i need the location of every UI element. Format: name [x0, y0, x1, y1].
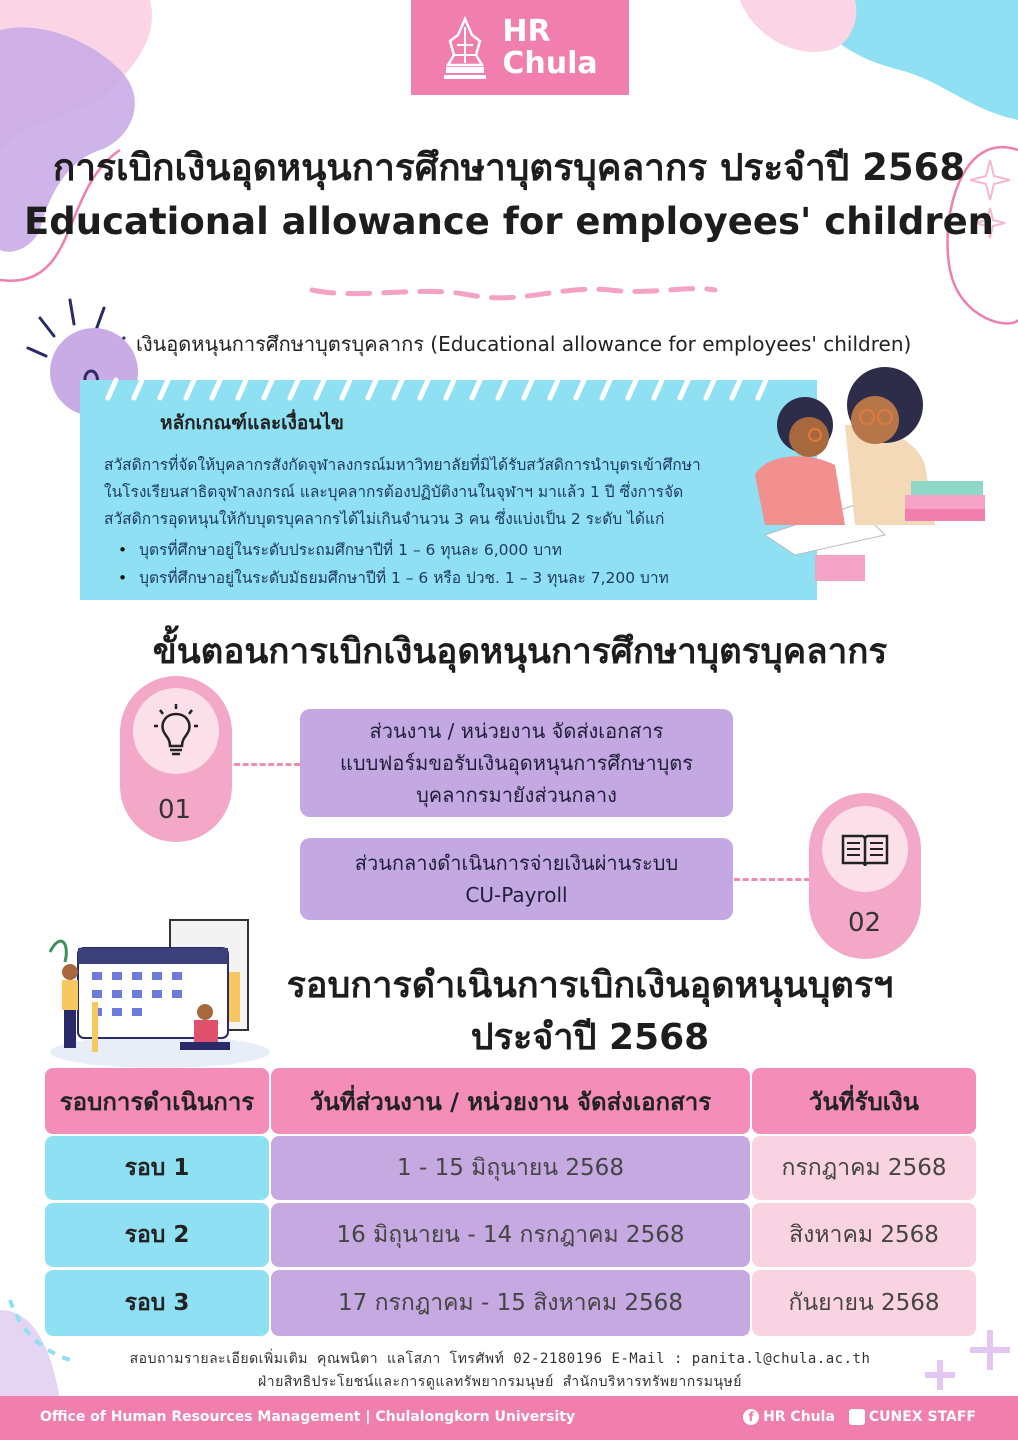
footer-cunex-label: CUNEX STAFF	[868, 1409, 976, 1425]
cunex-app-icon	[849, 1409, 865, 1425]
table-cell-round: รอบ 1	[45, 1136, 269, 1200]
book-icon	[840, 832, 890, 870]
calendar-planning-illustration	[40, 912, 275, 1072]
allowance-subtitle: เงินอุดหนุนการศึกษาบุตรบุคลากร (Educational allowance for employees' children)	[136, 332, 912, 356]
criteria-bullet-secondary: • บุตรที่ศึกษาอยู่ในระดับมัธยมศึกษาปีที่ 1 – 6 หรือ ปวช. 1 – 3 ทุนละ 7,200 บาท	[118, 564, 669, 592]
table-cell-paid: กันยายน 2568	[752, 1270, 976, 1336]
footer-organization: Office of Human Resources Management | Chulalongkorn University	[40, 1409, 576, 1425]
table-cell-submit: 16 มิถุนายน - 14 กรกฎาคม 2568	[271, 1203, 750, 1267]
table-cell-submit: 1 - 15 มิถุนายน 2568	[271, 1136, 750, 1200]
criteria-bullet-list	[118, 536, 669, 592]
schedule-heading	[280, 960, 900, 1064]
step-01-line: บุคลากรมายังส่วนกลาง	[416, 783, 617, 807]
step-02-line: CU-Payroll	[465, 883, 568, 907]
criteria-line: สวัสดิการที่จัดให้บุคลากรสังกัดจุฬาลงกรณ์มหาวิทยาลัยที่มิได้รับสวัสดิการนำบุตรเข้าศึกษา	[104, 456, 701, 474]
lightbulb-icon	[152, 702, 200, 758]
criteria-heading: หลักเกณฑ์และเงื่อนไข	[160, 412, 344, 434]
table-cell-paid: สิงหาคม 2568	[752, 1203, 976, 1267]
schedule-heading-line1: รอบการดำเนินการเบิกเงินอุดหนุนบุตรฯ	[286, 965, 894, 1006]
criteria-box-fringe	[100, 372, 790, 402]
table-cell-paid: กรกฎาคม 2568	[752, 1136, 976, 1200]
parent-child-study-illustration	[735, 355, 995, 585]
criteria-line: สวัสดิการอุดหนุนให้กับบุตรบุคลากรได้ไม่เกินจำนวน 3 คน ซึ่งแบ่งเป็น 2 ระดับ ได้แก่	[104, 510, 665, 528]
table-cell-round: รอบ 3	[45, 1270, 269, 1336]
chula-crest-icon	[442, 15, 488, 81]
title-thai: การเบิกเงินอุดหนุนการศึกษาบุตรบุคลากร ประจำปี 2568	[52, 146, 966, 189]
hr-chula-logo	[411, 0, 629, 95]
step-01-line: แบบฟอร์มขอรับเงินอุดหนุนการศึกษาบุตร	[339, 751, 694, 775]
schedule-heading-line2: ประจำปี 2568	[470, 1017, 710, 1058]
step-01-line: ส่วนงาน / หน่วยงาน จัดส่งเอกสาร	[369, 719, 664, 743]
footer-bar	[0, 1396, 1018, 1440]
logo-text	[502, 13, 598, 81]
facebook-icon: f	[743, 1409, 759, 1425]
criteria-paragraph	[104, 452, 744, 533]
step-box-02	[300, 838, 733, 920]
criteria-bullet-primary: • บุตรที่ศึกษาอยู่ในระดับประถมศึกษาปีที่ 1 – 6 ทุนละ 6,000 บาท	[118, 536, 669, 564]
table-header-paid-date: วันที่รับเงิน	[752, 1068, 976, 1134]
footer-cunex-link[interactable]	[849, 1409, 976, 1425]
table-cell-round: รอบ 2	[45, 1203, 269, 1267]
footer-social	[743, 1409, 976, 1425]
contact-line1: สอบถามรายละเอียดเพิ่มเติม คุณพนิตา แลโสภา โทรศัพท์ 02-2180196 E-Mail : panita.l@chula.ac.th	[129, 1351, 871, 1367]
step-number-02: 02	[848, 908, 882, 938]
contact-line2: ฝ่ายสิทธิประโยชน์และการดูแลทรัพยากรมนุษย์ สำนักบริหารทรัพยากรมนุษย์	[258, 1374, 742, 1390]
footer-facebook-link[interactable]	[743, 1409, 835, 1425]
footer-facebook-label: HR Chula	[763, 1409, 835, 1425]
table-cell-submit: 17 กรกฎาคม - 15 สิงหาคม 2568	[271, 1270, 750, 1336]
step-02-line: ส่วนกลางดำเนินการจ่ายเงินผ่านระบบ	[354, 851, 679, 875]
table-header-submit-date: วันที่ส่วนงาน / หน่วยงาน จัดส่งเอกสาร	[271, 1068, 750, 1134]
step-connector-02	[734, 878, 810, 881]
logo-line-hr: HR	[502, 13, 551, 49]
step-number-01: 01	[158, 795, 192, 825]
title-english: Educational allowance for employees' children	[23, 200, 995, 243]
table-header-round: รอบการดำเนินการ	[45, 1068, 269, 1134]
logo-line-chula: Chula	[502, 45, 598, 81]
decor-blob-top-right-pink	[740, 0, 860, 80]
step-box-01	[300, 709, 733, 817]
steps-heading: ขั้นตอนการเบิกเงินอุดหนุนการศึกษาบุตรบุคลากร	[152, 632, 888, 672]
step-connector-01	[234, 763, 300, 766]
criteria-line: ในโรงเรียนสาธิตจุฬาลงกรณ์ และบุคลากรต้องปฏิบัติงานในจุฬาฯ มาแล้ว 1 ปี ซึ่งการจัด	[104, 483, 684, 501]
